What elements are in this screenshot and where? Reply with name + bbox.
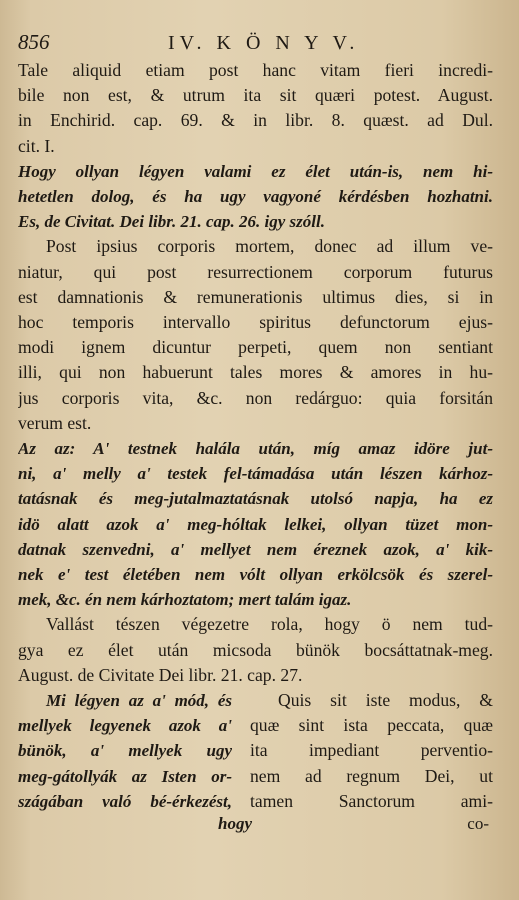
- text-line: gya ez élet után micsoda bünök bocsáttatnak-meg.: [18, 639, 493, 660]
- column-line: tamen Sanctorum ami-: [250, 790, 493, 811]
- text-line: jus corporis vita, &c. non redárguo: quia forsitán: [18, 387, 493, 408]
- text-line: verum est.: [18, 412, 92, 433]
- text-line: datnak szenvedni, a' mellyet nem éreznek azok, a' kik-: [18, 539, 493, 559]
- parallel-columns: [18, 688, 493, 814]
- column-line: bünök, a' mellyek ugy: [18, 741, 232, 761]
- page-header: [18, 30, 493, 56]
- text-line: cit. I.: [18, 135, 55, 156]
- paragraph-hungarian: [18, 436, 493, 612]
- column-line: ita impediant perventio-: [250, 740, 493, 761]
- text-line: modi ignem dicuntur perpeti, quem non sentiant: [18, 337, 493, 358]
- paragraph-latin: [18, 234, 493, 436]
- column-line: szágában való bé-érkezést,: [18, 791, 232, 811]
- text-line: Az az: A' testnek halála után, míg amaz idöre jut-: [18, 439, 493, 459]
- text-line: nek e' test életében nem vólt ollyan erkölcsök és szerel-: [18, 565, 493, 585]
- column-latin: [250, 688, 493, 814]
- text-line: tatásnak és meg-jutalmaztatásnak utolsó napja, ha ez: [18, 489, 493, 509]
- text-line: est damnationis & remunerationis ultimus dies, si in: [18, 286, 493, 307]
- text-line: in Enchirid. cap. 69. & in libr. 8. quæst. ad Dul.: [18, 110, 493, 131]
- catchword-left: hogy: [218, 814, 252, 834]
- text-line: Post ipsius corporis mortem, donec ad illum ve-: [46, 236, 493, 257]
- text-line: Hogy ollyan légyen valami ez élet után-is, nem hi-: [18, 161, 493, 181]
- column-hungarian: [18, 688, 250, 814]
- paragraph-hungarian: [18, 159, 493, 235]
- column-line: quæ sint ista peccata, quæ: [250, 715, 493, 736]
- column-line: Mi légyen az a' mód, és: [46, 691, 232, 711]
- text-line: idö alatt azok a' meg-hóltak lelkei, ollyan tüzet mon-: [18, 514, 493, 534]
- paragraph-latin: [18, 58, 493, 159]
- text-line: ni, a' melly a' testek fel-támadása után lészen kárhoz-: [18, 464, 493, 484]
- text-line: mek, &c. én nem kárhoztatom; mert talám igaz.: [18, 590, 352, 610]
- page-number: 856: [18, 30, 50, 54]
- catchwords: [18, 814, 493, 836]
- text-line: Es, de Civitat. Dei libr. 21. cap. 26. igy szóll.: [18, 212, 325, 232]
- text-line: bile non est, & utrum ita sit quæri potest. August.: [18, 85, 493, 106]
- column-line: Quis sit iste modus, &: [278, 690, 493, 711]
- text-line: Tale aliquid etiam post hanc vitam fieri incredi-: [18, 60, 493, 80]
- column-line: meg-gátollyák az Isten or-: [18, 766, 232, 786]
- text-line: niatur, qui post resurrectionem corporum futurus: [18, 261, 493, 282]
- column-line: nem ad regnum Dei, ut: [250, 765, 493, 786]
- catchword-right: co-: [467, 814, 489, 834]
- paragraph-latin: [18, 612, 493, 688]
- text-line: illi, qui non habuerunt tales mores & amores in hu-: [18, 362, 493, 383]
- running-title: IV. K Ö N Y V.: [168, 32, 360, 54]
- column-line: mellyek legyenek azok a': [18, 716, 232, 736]
- text-line: hoc temporis intervallo spiritus defunctorum ejus-: [18, 312, 493, 333]
- text-line: hetetlen dolog, és ha ugy vagyoné kérdésben hozhatni.: [18, 187, 493, 207]
- text-line: Vallást tészen végezetre rola, hogy ö nem tud-: [46, 614, 493, 635]
- body-text: [18, 58, 493, 688]
- text-line: August. de Civitate Dei libr. 21. cap. 27.: [18, 664, 303, 685]
